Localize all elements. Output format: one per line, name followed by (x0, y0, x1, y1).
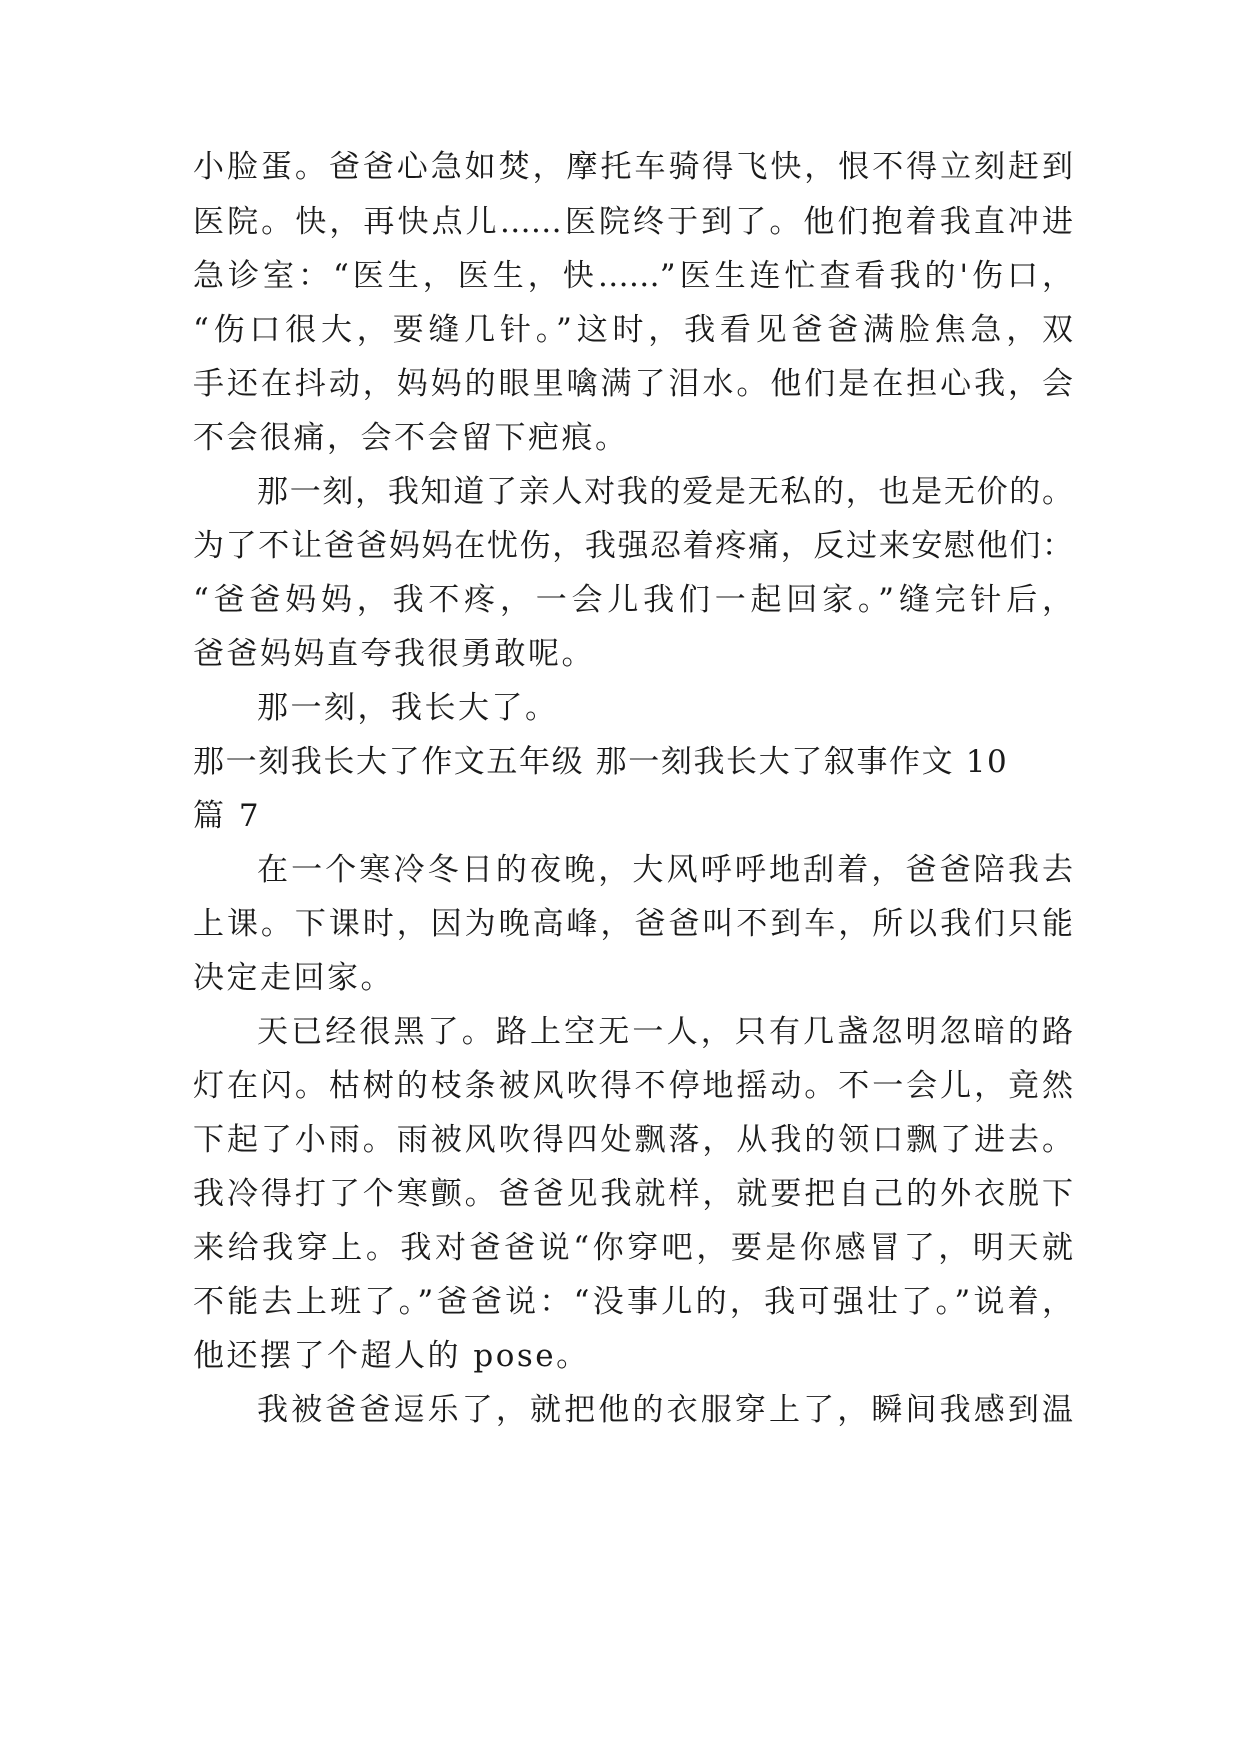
text-line-21: 他还摆了个超人的 pose。 (193, 1338, 590, 1374)
text-line-3: 急诊室：“医生，医生，快……”医生连忙查看我的'伤口， (193, 258, 1073, 294)
text-line-4: “伤口很大，要缝几针。”这时，我看见爸爸满脸焦急，双 (193, 312, 1073, 348)
text-line-9: “爸爸妈妈，我不疼，一会儿我们一起回家。”缝完针后， (193, 582, 1073, 618)
text-line-6: 不会很痛，会不会留下疤痕。 (193, 420, 629, 456)
text-line-13: 上课。下课时，因为晚高峰，爸爸叫不到车，所以我们只能 (193, 906, 1073, 942)
text-line-22: 我被爸爸逗乐了，就把他的衣服穿上了，瞬间我感到温 (257, 1392, 1073, 1428)
text-line-19: 来给我穿上。我对爸爸说“你穿吧，要是你感冒了，明天就 (193, 1230, 1073, 1266)
text-line-7: 那一刻，我知道了亲人对我的爱是无私的，也是无价的。 (257, 474, 1073, 510)
text-line-8: 为了不让爸爸妈妈在忧伤，我强忍着疼痛，反过来安慰他们： (193, 528, 1073, 564)
text-line-20: 不能去上班了。”爸爸说：“没事儿的，我可强壮了。”说着， (193, 1284, 1073, 1320)
text-line-16: 灯在闪。枯树的枝条被风吹得不停地摇动。不一会儿，竟然 (193, 1068, 1073, 1104)
text-line-17: 下起了小雨。雨被风吹得四处飘落，从我的领口飘了进去。 (193, 1122, 1073, 1158)
text-line-12: 在一个寒冷冬日的夜晚，大风呼呼地刮着，爸爸陪我去 (257, 852, 1073, 888)
text-line-14: 决定走回家。 (193, 960, 394, 996)
section-heading-line-2: 篇 7 (193, 798, 262, 834)
text-line-10: 爸爸妈妈直夸我很勇敢呢。 (193, 636, 595, 672)
text-line-5: 手还在抖动，妈妈的眼里噙满了泪水。他们是在担心我，会 (193, 366, 1073, 402)
text-line-18: 我冷得打了个寒颤。爸爸见我就样，就要把自己的外衣脱下 (193, 1176, 1073, 1212)
text-line-11: 那一刻，我长大了。 (257, 690, 559, 726)
text-line-1: 小脸蛋。爸爸心急如焚，摩托车骑得飞快，恨不得立刻赶到 (193, 149, 1073, 185)
text-line-15: 天已经很黑了。路上空无一人，只有几盏忽明忽暗的路 (257, 1014, 1073, 1050)
section-heading-line-1: 那一刻我长大了作文五年级 那一刻我长大了叙事作文 10 (193, 744, 1009, 780)
text-line-2: 医院。快，再快点儿……医院终于到了。他们抱着我直冲进 (193, 204, 1073, 240)
